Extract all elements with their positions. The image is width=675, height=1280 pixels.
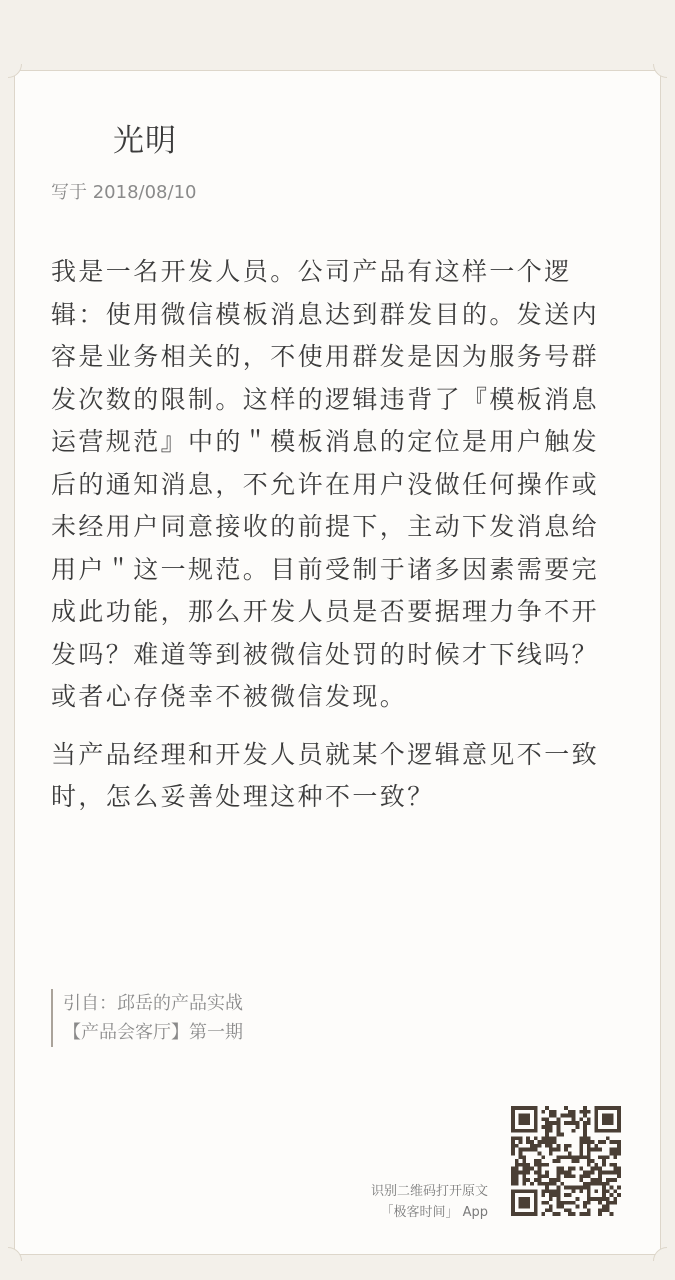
author-name: 光明 bbox=[113, 123, 177, 159]
comment-paragraph: 当产品经理和开发人员就某个逻辑意见不一致时，怎么妥善处理这种不一致？ bbox=[51, 739, 600, 811]
qr-caption-line: 识别二维码打开原文 bbox=[370, 1184, 488, 1199]
post-date: 写于 2018/08/10 bbox=[51, 182, 197, 203]
card-corner bbox=[8, 1247, 22, 1261]
qr-caption bbox=[371, 1181, 488, 1223]
source-quote bbox=[51, 989, 363, 1047]
comment-paragraph: 我是一名开发人员。公司产品有这样一个逻辑：使用微信模板消息达到群发目的。发送内容是业务相关的，不使用群发是因为服务号群发次数的限制。这样的逻辑违背了『模板消息运营规范』中的＂模板消息的定位是用户触发后的通知消息，不允许在用户没做任何操作或未经用户同意接收的前提下，主动下发消息给用户＂这一规范。目前受制于诸多因素需要完成此功能，那么开发人员是否要据理力争不开发吗？难道等到被微信处罚的时候才下线吗？或者心存侥幸不被微信发现。 bbox=[51, 257, 600, 711]
qr-code-icon[interactable] bbox=[511, 1106, 621, 1216]
source-line: 引自：邱岳的产品实战 bbox=[63, 993, 243, 1014]
comment-body bbox=[51, 251, 611, 819]
card-corner bbox=[653, 64, 667, 78]
source-line: 【产品会客厅】第一期 bbox=[63, 1022, 243, 1043]
share-card bbox=[14, 70, 661, 1255]
qr-caption-line: 「极客时间」 App bbox=[380, 1205, 488, 1220]
card-corner bbox=[8, 64, 22, 78]
card-corner bbox=[653, 1247, 667, 1261]
